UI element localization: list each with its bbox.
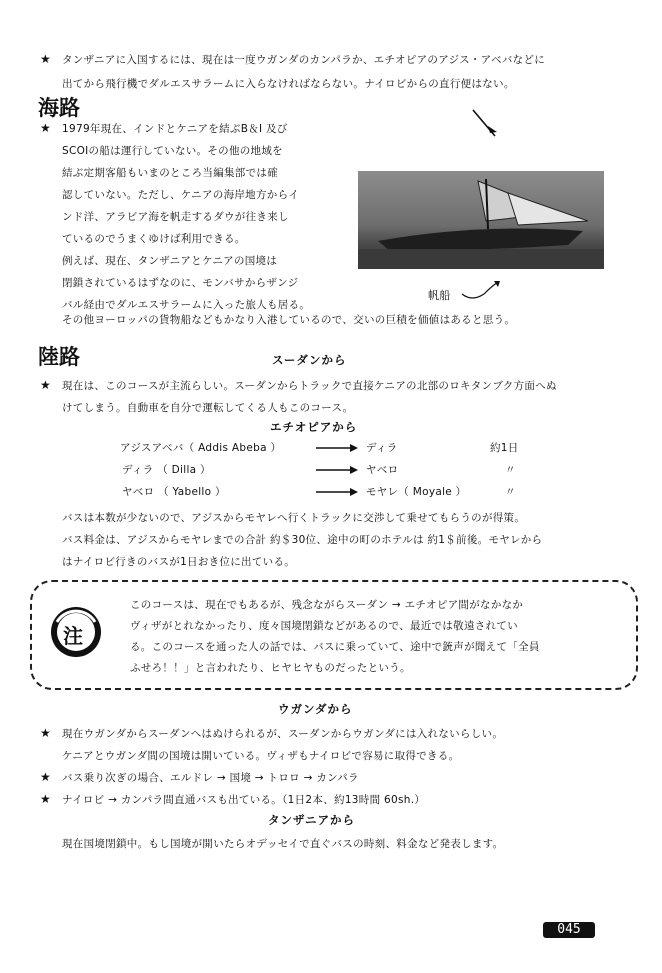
sea-line-9: バル経由でダルエスサラームに入った旅人も居る。 bbox=[62, 299, 311, 311]
tanzania-line-1: 現在国境閉鎖中。もし国境が開いたらオデッセイで直ぐバスの時刻、料金など発表します。 bbox=[62, 838, 504, 850]
sea-heading: 海路 bbox=[38, 95, 80, 120]
star-bullet-icon: ★ bbox=[40, 792, 51, 806]
photo-caption: 帆船 bbox=[428, 289, 451, 302]
route-to: ヤベロ bbox=[366, 464, 399, 476]
ethiopia-title: エチオピアから bbox=[270, 420, 358, 434]
route-from: アジスアベバ（ Addis Abeba ） bbox=[120, 442, 282, 454]
star-bullet-icon: ★ bbox=[40, 770, 51, 784]
sea-line-5: ンド洋、アラビア海を帆走するダウが往き来し bbox=[62, 211, 289, 223]
route-from: ディラ （ Dilla ） bbox=[122, 464, 211, 476]
route-time: 約1日 bbox=[490, 442, 519, 454]
note-line-1: このコースは、現在でもあるが、残念ながらスーダン → エチオピア間がなかなか bbox=[130, 599, 524, 611]
caution-badge-label: 注 bbox=[63, 624, 83, 648]
route-arrow-icon bbox=[316, 443, 358, 453]
sea-line-6: ているのでうまくゆけば利用できる。 bbox=[62, 233, 246, 245]
uganda-route-2: ナイロビ → カンパラ間直通バスも出ている。（1日2本、約13時間 60sh.） bbox=[62, 794, 426, 806]
sea-line-3: 結ぶ定期客船もいまのところ当編集部では確 bbox=[62, 167, 278, 179]
uganda-title: ウガンダから bbox=[278, 702, 353, 716]
dhow-sail-icon bbox=[358, 171, 604, 269]
sea-last-line: その他ヨーロッパの貨物船などもかなり入港しているので、交いの巨積を価値はあると思う。 bbox=[62, 314, 516, 326]
star-bullet-icon: ★ bbox=[40, 726, 51, 740]
note-line-3: る。このコースを通った人の話では、バスに乗っていて、途中で銃声が聞えて「全員 bbox=[130, 641, 540, 653]
note-line-4: ふせろ！！」と言われたり、ヒヤヒヤものだったという。 bbox=[130, 662, 411, 674]
route-to: ディラ bbox=[366, 442, 398, 454]
route-arrow-icon bbox=[316, 487, 358, 497]
note-line-2: ヴィザがとれなかったり、度々国境閉鎖などがあるので、最近では敬遠されてい bbox=[130, 620, 518, 632]
uganda-line-1: 現在ウガンダからスーダンへはぬけられるが、スーダンからウガンダには入れないらしい。 bbox=[62, 728, 504, 740]
caption-arrow-icon bbox=[458, 280, 504, 302]
tanzania-title: タンザニアから bbox=[268, 813, 356, 827]
sudan-line-1: 現在は、このコースが主流らしい。スーダンからトラックで直接ケニアの北部のロキタンブク方面へぬ bbox=[62, 380, 557, 392]
ethiopia-note-2: バス料金は、アジスからモヤレまでの合計 約＄30位、途中の町のホテルは 約1＄前後。モヤレから bbox=[62, 534, 543, 546]
star-bullet-icon: ★ bbox=[40, 52, 51, 66]
sudan-title: スーダンから bbox=[272, 353, 347, 367]
ethiopia-note-3: はナイロビ行きのバスが1日おき位に出ている。 bbox=[62, 556, 296, 568]
sea-line-4: 認していない。ただし、ケニアの海岸地方からイ bbox=[62, 189, 300, 201]
route-to: モヤレ（ Moyale ） bbox=[366, 486, 467, 498]
land-heading: 陸路 bbox=[38, 344, 80, 369]
dhow-photo bbox=[358, 171, 604, 269]
route-time: 〃 bbox=[505, 486, 516, 498]
intro-line-2: 出てから飛行機でダルエスサラームに入らなければならない。ナイロビからの直行便はない。 bbox=[62, 78, 515, 90]
sea-line-1: 1979年現在、インドとケニアを結ぶB＆I 及び bbox=[62, 123, 288, 135]
sea-line-8: 閉鎖されているはずなのに、モンバサからザンジ bbox=[62, 277, 299, 289]
uganda-route-1: バス乗り次ぎの場合、エルドレ → 国境 → トロロ → カンパラ bbox=[62, 772, 359, 784]
route-time: 〃 bbox=[505, 464, 516, 476]
star-bullet-icon: ★ bbox=[40, 121, 51, 135]
sudan-line-2: けてしまう。自動車を自分で運転してくる人もこのコース。 bbox=[62, 402, 354, 414]
sea-line-7: 例えば、現在、タンザニアとケニアの国境は bbox=[62, 255, 278, 267]
ethiopia-note-1: バスは本数が少ないので、アジスからモヤレへ行くトラックに交渉して乗せてもらうのが得策。 bbox=[62, 512, 526, 524]
page-number: 045 bbox=[543, 922, 595, 938]
bird-sketch-icon bbox=[470, 108, 498, 138]
uganda-line-2: ケニアとウガンダ間の国境は開いている。ヴィザもナイロビで容易に取得できる。 bbox=[62, 750, 460, 762]
intro-line-1: タンザニアに入国するには、現在は一度ウガンダのカンパラか、エチオピアのアジス・アベバなどに bbox=[62, 54, 546, 66]
route-arrow-icon bbox=[316, 465, 358, 475]
star-bullet-icon: ★ bbox=[40, 378, 51, 392]
sea-line-2: SCOIの船は運行していない。その他の地域を bbox=[62, 145, 283, 157]
route-from: ヤベロ （ Yabello ） bbox=[122, 486, 226, 498]
